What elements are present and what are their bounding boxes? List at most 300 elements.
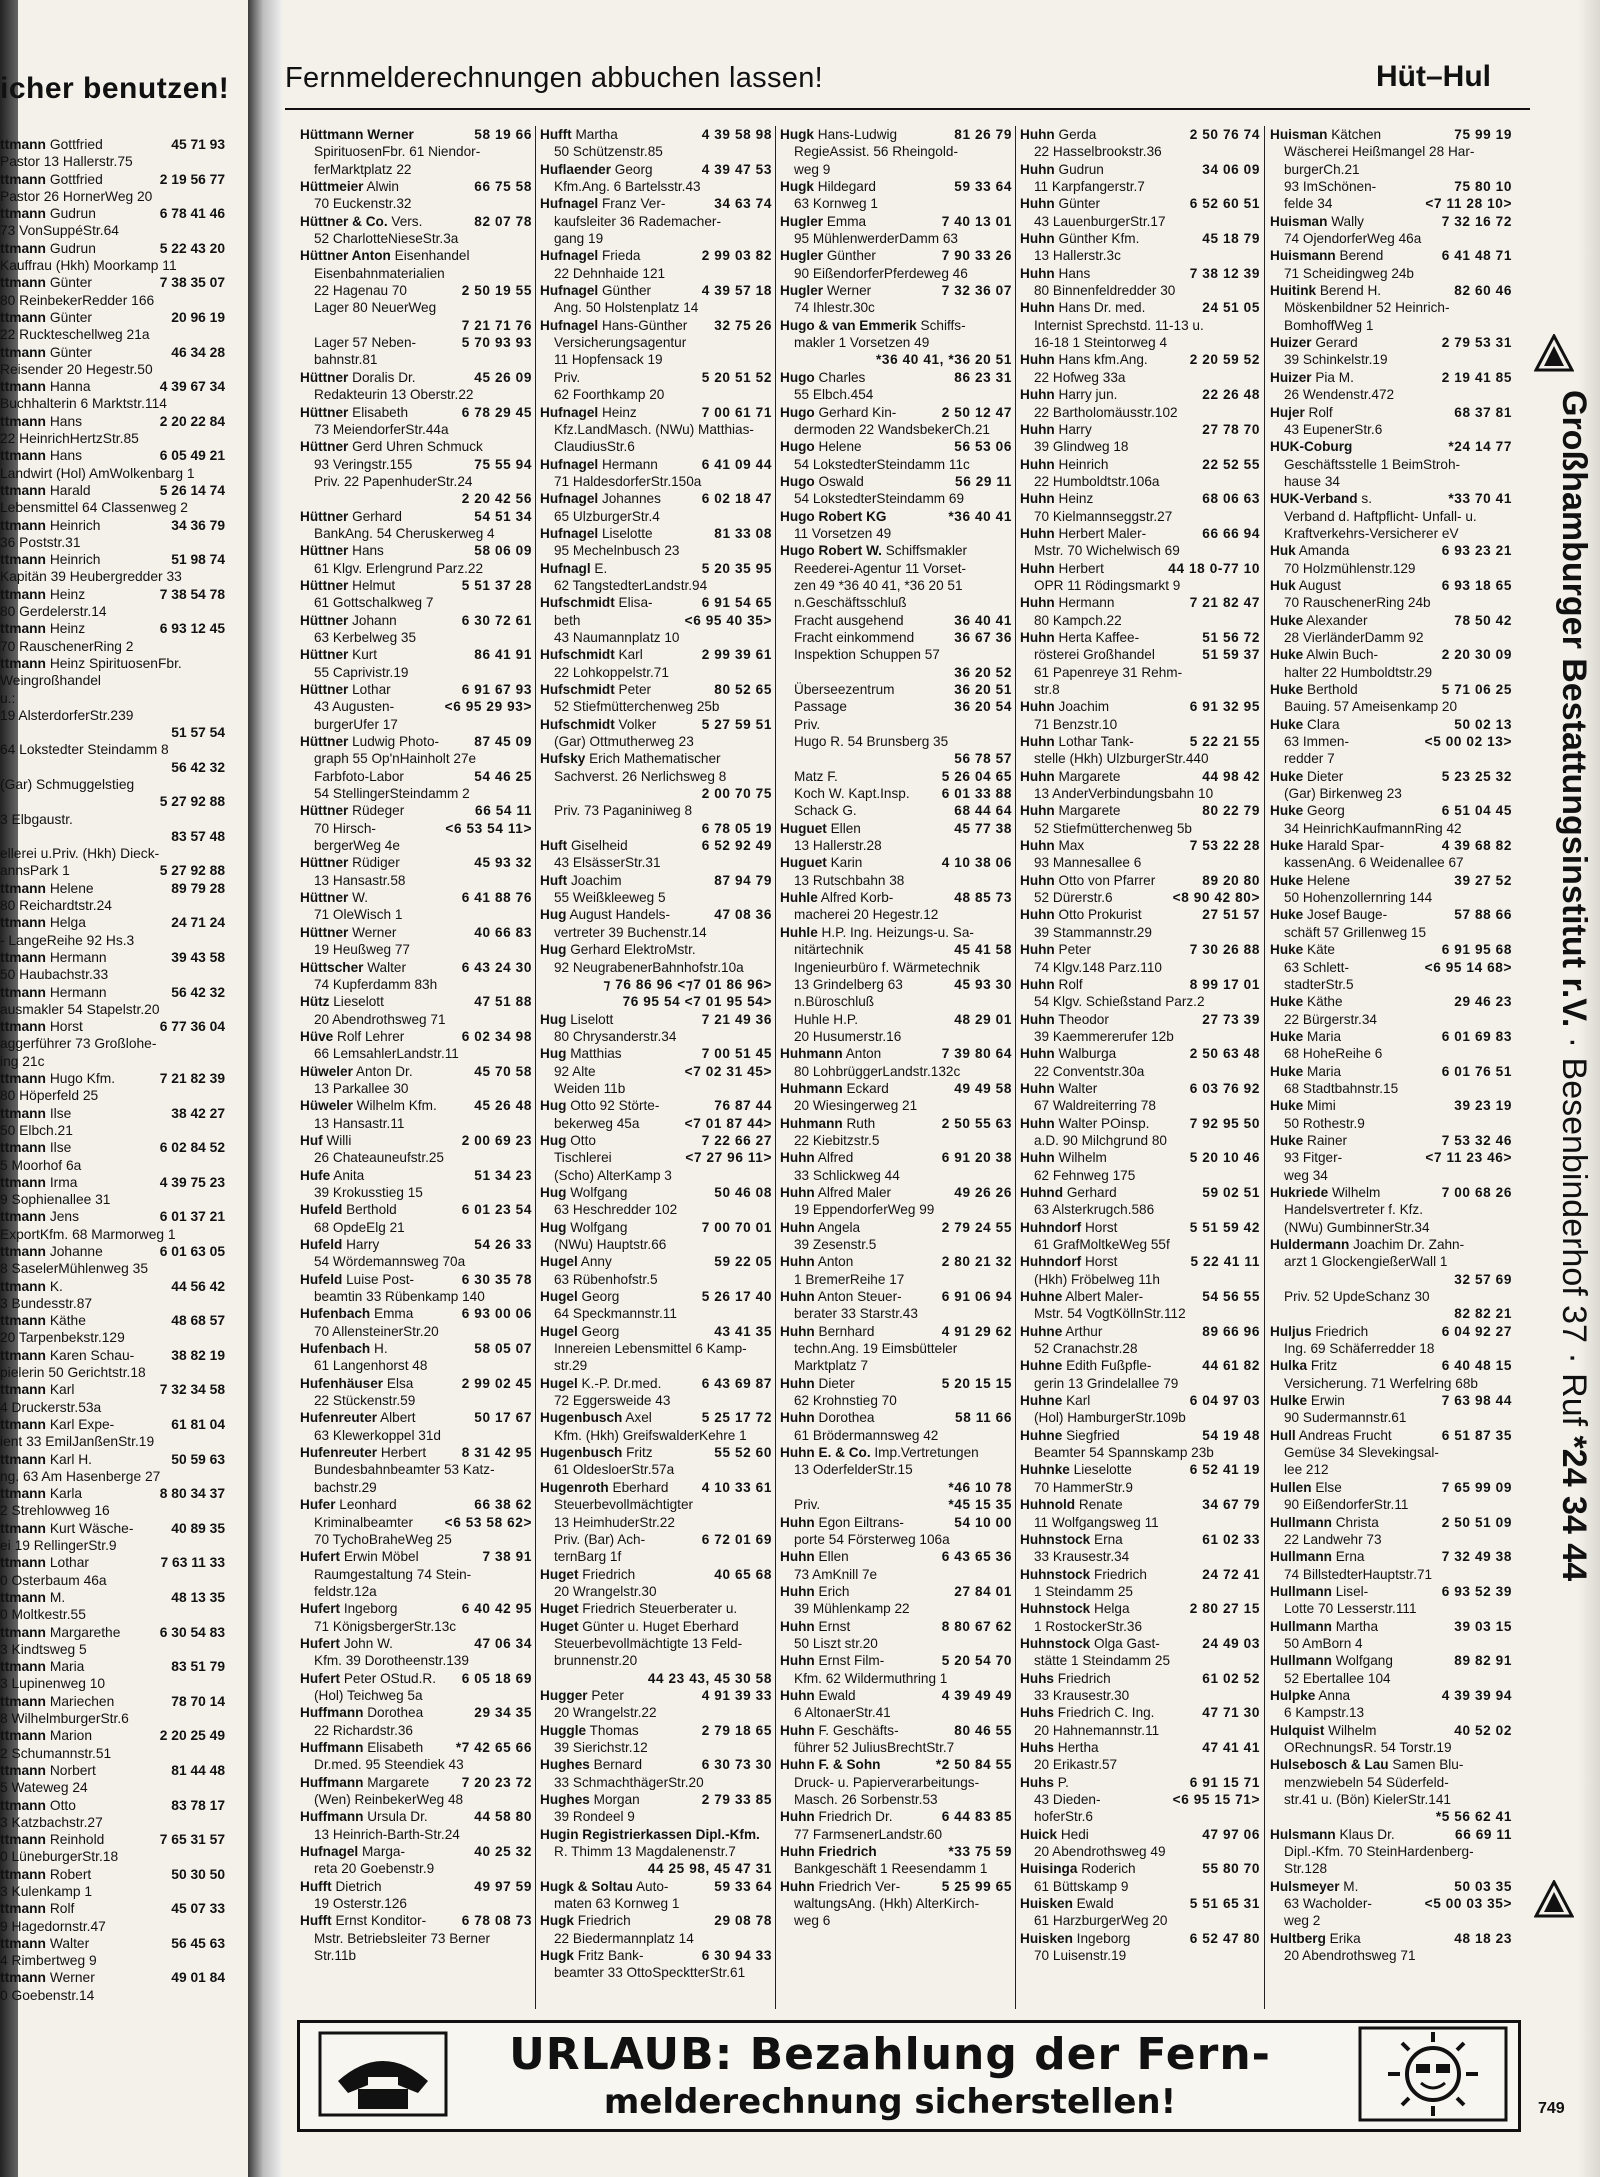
listing-line: 13 Hallerstr.28	[794, 838, 882, 854]
listing-line: 39 Schinkelstr.19	[1284, 352, 1388, 368]
listing-detail: Dieter	[1307, 768, 1344, 784]
listing-text	[314, 1323, 439, 1340]
listing-name: Hüttner	[300, 924, 349, 940]
listing-text	[780, 1184, 891, 1201]
listing-entry	[1270, 1132, 1512, 1149]
listing-continuation	[780, 525, 1012, 542]
listing-detail: Klaus Dr.	[1339, 1826, 1395, 1842]
listing-text	[540, 594, 653, 611]
left-listing-entry	[0, 862, 225, 879]
listing-continuation	[1020, 1791, 1260, 1808]
listing-text	[314, 837, 400, 854]
listing-entry	[1020, 525, 1260, 542]
listing-name: Hüttner	[300, 890, 349, 906]
listing-name: Hufnagel	[540, 404, 599, 420]
listing-continuation	[780, 750, 1012, 767]
listing-line: OPR 11 Rödingsmarkt 9	[1034, 577, 1181, 593]
left-listing-line: - LangeReihe 92 Hs.3	[0, 932, 135, 948]
left-listing-line: 2 Strehlowweg 16	[0, 1503, 110, 1519]
listing-continuation	[300, 351, 532, 368]
phone-number: 6 05 18 69	[461, 1670, 532, 1686]
listing-detail: Günter u. Huget Eberhard	[582, 1618, 739, 1634]
listing-continuation	[1270, 1860, 1512, 1877]
listing-name: Huhndorf	[1020, 1219, 1082, 1235]
left-phone-number: 50 30 50	[171, 1866, 225, 1882]
left-listing-line: 80 Höperfeld 25	[0, 1088, 99, 1104]
listing-detail: Anita	[333, 1167, 365, 1183]
listing-detail: Peter	[1058, 942, 1092, 958]
listing-text	[314, 1687, 423, 1704]
listing-name: Hulsmann	[1270, 1826, 1336, 1842]
listing-detail: Amanda	[1298, 543, 1350, 559]
left-listing-line: 3 Bundesstr.87	[0, 1295, 93, 1311]
left-listing-line: 0 Moltkestr.55	[0, 1607, 86, 1623]
listing-text	[1020, 872, 1155, 889]
listing-entry	[300, 438, 532, 455]
left-listing-entry	[0, 309, 225, 326]
listing-text	[1270, 993, 1343, 1010]
left-listing-name: ttmann	[0, 552, 46, 568]
listing-text	[1284, 560, 1415, 577]
phone-number: <6 53 54 11>	[445, 820, 532, 836]
left-listing-continuation	[0, 534, 225, 551]
listing-continuation	[1270, 230, 1512, 247]
left-phone-number: 6 30 54 83	[159, 1624, 225, 1640]
listing-continuation	[1270, 1808, 1512, 1825]
listing-line: 33 SchmachthägerStr.20	[554, 1774, 704, 1790]
left-phone-number: 7 38 54 78	[159, 586, 225, 602]
listing-detail: Dorothea	[818, 1410, 875, 1426]
left-listing-line: 4 Rimbertweg 9	[0, 1953, 97, 1969]
listing-name: Huhn	[1020, 127, 1055, 142]
listing-continuation	[1020, 1409, 1260, 1426]
phone-number: 6 78 08 73	[461, 1913, 532, 1929]
listing-continuation	[780, 1201, 1012, 1218]
left-listing-continuation	[0, 1364, 225, 1381]
left-listing-entry	[0, 1969, 225, 1986]
listing-name: Huhnd	[1020, 1184, 1064, 1200]
listing-text	[1034, 716, 1117, 733]
phone-number: *45 15 35	[948, 1497, 1012, 1513]
left-listing-text	[0, 1935, 89, 1952]
listing-detail: Alwin	[366, 179, 399, 195]
listing-name: Huhn	[780, 1289, 815, 1305]
left-listing-entry	[0, 551, 225, 568]
listing-text	[794, 161, 830, 178]
left-listing-text	[0, 430, 139, 447]
left-listing-entry	[0, 205, 225, 222]
listing-continuation	[780, 993, 1012, 1010]
left-listing-line: 22 HeinrichHertzStr.85	[0, 431, 139, 447]
phone-number: <6 95 29 93>	[444, 699, 532, 715]
phone-number: 27 84 01	[954, 1583, 1012, 1599]
listing-line: 34 HeinrichKaufmannRing 42	[1284, 820, 1462, 836]
left-listing-entry	[0, 949, 225, 966]
listing-name: Hufert	[300, 1635, 341, 1651]
listing-entry	[300, 1132, 532, 1149]
listing-text	[780, 1149, 853, 1166]
left-listing-continuation	[0, 690, 225, 707]
listing-name: Huhn	[1020, 1115, 1055, 1131]
listing-detail: Wolfgang	[570, 1184, 628, 1200]
left-listing-text	[0, 655, 182, 672]
left-listing-name: ttmann	[0, 655, 46, 671]
listing-line: Ing. 69 Schäferredder 18	[1284, 1341, 1435, 1357]
listing-continuation	[1270, 594, 1512, 611]
listing-entry	[1020, 1930, 1260, 1947]
listing-continuation	[1020, 1063, 1260, 1080]
listing-name: Hüttner	[300, 577, 349, 593]
phone-number: 40 66 83	[474, 924, 532, 940]
listing-text	[780, 473, 864, 490]
left-phone-number: 81 44 48	[171, 1762, 225, 1778]
listing-line: bachstr.29	[314, 1479, 377, 1495]
listing-detail: Wilhelm Kfm.	[356, 1098, 437, 1114]
left-listing-name: ttmann	[0, 586, 46, 602]
left-listing-line: 5 Moorhof 6a	[0, 1157, 82, 1173]
listing-name: Huke	[1270, 716, 1304, 732]
left-phone-number: 83 57 48	[171, 828, 225, 844]
listing-name: Hugger	[540, 1687, 588, 1703]
listing-entry	[1020, 126, 1260, 143]
listing-continuation	[1020, 1722, 1260, 1739]
listing-line: (NWu) GumbinnerStr.34	[1284, 1219, 1430, 1235]
phone-number: 2 80 21 32	[941, 1254, 1012, 1270]
listing-entry	[540, 1045, 772, 1062]
phone-number: 81 26 79	[954, 127, 1012, 142]
listing-text	[554, 1063, 596, 1080]
left-phone-number: 7 63 11 33	[160, 1555, 225, 1571]
left-phone-number: 89 79 28	[171, 880, 225, 896]
directory-column-3	[780, 126, 1012, 1930]
phone-number: 32 57 69	[1454, 1271, 1512, 1287]
listing-entry	[540, 247, 772, 264]
listing-text	[314, 716, 398, 733]
listing-name: Huldermann	[1270, 1237, 1350, 1252]
listing-name: Huhn	[1020, 872, 1055, 888]
listing-text	[794, 1826, 942, 1843]
listing-continuation	[540, 785, 772, 802]
listing-entry	[1270, 1583, 1512, 1600]
listing-entry	[300, 508, 532, 525]
phone-number: 55 52 60	[714, 1445, 772, 1461]
listing-line: 80 Binnenfeldredder 30	[1034, 283, 1176, 299]
listing-detail: Friedrich	[582, 1566, 636, 1582]
listing-detail: Herta Kaffee-	[1058, 629, 1140, 645]
phone-number: 7 40 13 01	[941, 213, 1012, 229]
listing-text	[314, 456, 412, 473]
listing-line: beamter 33 OttoSpecktterStr.61	[554, 1965, 746, 1981]
listing-continuation	[780, 1860, 1012, 1877]
listing-text	[794, 802, 857, 819]
listing-continuation	[540, 1357, 772, 1374]
phone-number: 4 91 39 33	[701, 1687, 772, 1703]
listing-text	[1020, 1826, 1089, 1843]
listing-line: 93 Veringstr.155	[314, 456, 413, 472]
listing-continuation	[1020, 612, 1260, 629]
listing-detail: Alfred Maler	[817, 1184, 892, 1200]
listing-continuation	[780, 1704, 1012, 1721]
listing-line: 61 GrafMoltkeWeg 55f	[1034, 1237, 1170, 1252]
listing-text	[1020, 1392, 1090, 1409]
phone-number: 58 06 09	[474, 543, 532, 559]
left-listing-detail: annsPark 1	[0, 863, 70, 879]
phone-number: 80 22 79	[1202, 803, 1260, 819]
listing-text	[1020, 976, 1083, 993]
phone-number: 82 07 78	[474, 213, 532, 229]
left-listing-text	[0, 551, 100, 568]
listing-text	[554, 629, 679, 646]
listing-entry	[1270, 681, 1512, 698]
listing-continuation	[540, 768, 772, 785]
listing-text	[1284, 664, 1432, 681]
listing-continuation	[780, 1635, 1012, 1652]
phone-number: 2 50 19 55	[461, 283, 532, 299]
listing-name: Hüve	[300, 1028, 334, 1044]
listing-text	[300, 1548, 419, 1565]
listing-detail: Herbert	[1058, 560, 1104, 576]
listing-text	[1020, 161, 1104, 178]
listing-text	[1270, 1236, 1464, 1253]
left-listing-detail: Heinz	[49, 621, 86, 637]
phone-number: 36 67 36	[954, 629, 1012, 645]
listing-name: Hüttner & Co.	[300, 213, 388, 229]
phone-number: *5 56 62 41	[1435, 1809, 1512, 1825]
left-listing-name: ttmann	[0, 1693, 46, 1709]
left-listing-text	[0, 1070, 115, 1087]
left-listing-detail: Hugo Kfm.	[49, 1071, 116, 1087]
listing-detail: Anny	[580, 1254, 612, 1270]
listing-text	[1270, 1028, 1341, 1045]
listing-name: Hufeld	[300, 1237, 343, 1252]
listing-continuation	[780, 230, 1012, 247]
listing-line: Kfm.Ang. 6 Bartelsstr.43	[554, 179, 701, 195]
listing-text	[540, 1722, 639, 1739]
left-listing-detail: Irma	[49, 1174, 78, 1190]
listing-name: Huhn	[780, 1375, 815, 1391]
listing-detail: Harry	[346, 1237, 380, 1252]
listing-line: ferMarktplatz 22	[314, 161, 412, 177]
left-listing-detail: Walter	[49, 1935, 90, 1951]
listing-text	[794, 1305, 918, 1322]
listing-detail: Anton Steuer-	[817, 1289, 902, 1305]
listing-text	[1034, 577, 1180, 594]
left-phone-number: 6 01 63 05	[159, 1244, 225, 1259]
listing-detail: Wolfgang	[570, 1219, 628, 1235]
listing-line: ClaudiusStr.6	[554, 439, 635, 455]
listing-name: Huhn	[1020, 942, 1055, 958]
phone-number: 6 52 92 49	[701, 838, 772, 854]
listing-detail: August	[1298, 577, 1342, 593]
phone-number: 44 23 43, 45 30 58	[647, 1670, 772, 1686]
left-listing-name: ttmann	[0, 1486, 46, 1502]
listing-text	[300, 1028, 404, 1045]
listing-text	[300, 854, 400, 871]
listing-text	[1034, 1947, 1126, 1964]
phone-number: 68 06 63	[1202, 491, 1260, 507]
phone-number: 6 01 33 88	[941, 786, 1012, 802]
listing-detail: Auto-	[635, 1878, 669, 1894]
left-listing-continuation	[0, 1001, 225, 1018]
listing-text	[1034, 1271, 1160, 1288]
phone-number: 2 79 53 31	[1441, 335, 1512, 351]
listing-entry	[1020, 1011, 1260, 1028]
listing-continuation	[780, 265, 1012, 282]
left-phone-number: 56 45 63	[171, 1935, 225, 1951]
listing-continuation	[1270, 629, 1512, 646]
listing-detail: Anton Dr.	[355, 1063, 413, 1079]
listing-detail: Berend H.	[1319, 283, 1382, 299]
listing-line: Matz F.	[794, 768, 838, 784]
listing-name: Huhn	[780, 1514, 815, 1530]
left-listing-detail: Karl H.	[49, 1451, 93, 1467]
listing-entry	[1270, 1392, 1512, 1409]
listing-entry	[300, 1305, 532, 1322]
listing-detail: Angela	[817, 1219, 861, 1235]
phone-number: ⁊ 76 86 96 <⁊7 01 86 96>	[603, 976, 772, 992]
listing-name: Huk	[1270, 543, 1296, 559]
listing-name: Hug	[540, 1011, 567, 1027]
listing-text	[780, 178, 876, 195]
listing-name: Huke	[1270, 1063, 1304, 1079]
listing-entry	[300, 854, 532, 871]
listing-text	[780, 1514, 904, 1531]
listing-name: Huhn	[1020, 1080, 1055, 1096]
listing-name: Huhn E. & Co.	[780, 1445, 871, 1461]
listing-line: 33 Krausestr.30	[1034, 1687, 1130, 1703]
phone-number: 6 93 00 06	[461, 1306, 532, 1322]
listing-name: Huhn	[780, 1150, 815, 1166]
listing-text	[794, 1167, 900, 1184]
listing-entry	[540, 1947, 772, 1964]
listing-continuation	[540, 1739, 772, 1756]
listing-text	[1270, 1357, 1337, 1374]
listing-line: lee 212	[1284, 1462, 1329, 1478]
listing-entry	[300, 577, 532, 594]
listing-line: 90 Sudermannstr.61	[1284, 1410, 1407, 1426]
left-listing-entry	[0, 880, 225, 897]
listing-text	[794, 1496, 820, 1513]
listing-text	[780, 1583, 850, 1600]
listing-continuation	[1270, 1496, 1512, 1513]
left-listing-text	[0, 1485, 82, 1502]
listing-name: Huhn	[1020, 803, 1055, 819]
listing-continuation	[780, 490, 1012, 507]
listing-detail: Anton	[817, 1254, 854, 1270]
left-phone-number: 49 01 84	[171, 1970, 225, 1986]
listing-line: 52 Dürerstr.6	[1034, 890, 1113, 906]
left-listing-text	[0, 534, 81, 551]
listing-text	[554, 1964, 745, 1981]
phone-number: 66 69 11	[1455, 1826, 1512, 1842]
listing-name: Huhn	[1020, 1011, 1055, 1027]
listing-text	[1034, 1409, 1186, 1426]
listing-entry	[300, 1878, 532, 1895]
listing-text	[314, 386, 473, 403]
listing-line: 26 Wendenstr.472	[1284, 387, 1395, 403]
listing-line: Kfz.LandMasch. (NWu) Matthias-	[554, 421, 754, 437]
left-phone-number: 24 71 24	[171, 915, 225, 931]
left-listing-detail: Kurt Wäsche-	[49, 1520, 134, 1536]
listing-continuation	[1270, 1566, 1512, 1583]
listing-detail: Heinrich	[1058, 456, 1109, 472]
listing-name: Huhmann	[780, 1046, 843, 1062]
listing-continuation	[1270, 195, 1512, 212]
listing-detail: Theodor	[1058, 1011, 1109, 1027]
listing-entry	[780, 1756, 1012, 1773]
listing-entry	[540, 594, 772, 611]
listing-text	[1270, 1687, 1350, 1704]
listing-entry	[540, 404, 772, 421]
left-listing-text	[0, 171, 103, 188]
listing-continuation	[300, 906, 532, 923]
left-listing-entry	[0, 1312, 225, 1329]
phone-number: <7 02 31 45>	[684, 1063, 772, 1079]
listing-continuation	[780, 1236, 1012, 1253]
listing-line: 20 Abendrothsweg 71	[1284, 1948, 1416, 1964]
phone-number: 6 30 94 33	[701, 1948, 772, 1964]
listing-text	[540, 1566, 635, 1583]
phone-number: 27 78 70	[1202, 421, 1260, 437]
listing-text	[780, 1045, 881, 1062]
listing-text	[554, 959, 744, 976]
listing-line: 52 Ebertallee 104	[1284, 1670, 1391, 1686]
listing-continuation	[540, 143, 772, 160]
listing-text	[300, 438, 483, 455]
left-phone-number: 8 80 34 37	[159, 1486, 225, 1502]
listing-entry	[540, 1219, 772, 1236]
left-listing-text	[0, 862, 70, 879]
left-listing-text	[0, 413, 82, 430]
listing-name: Hugler	[780, 283, 824, 299]
left-listing-text	[0, 1641, 87, 1658]
listing-name: Hüttner	[300, 734, 349, 750]
left-listing-text	[0, 1468, 160, 1485]
listing-line: 68 HoheReihe 6	[1284, 1046, 1383, 1062]
left-listing-name: ttmann	[0, 482, 46, 498]
listing-detail: Charles	[818, 369, 866, 385]
listing-text	[1284, 1045, 1382, 1062]
listing-continuation	[1020, 1756, 1260, 1773]
phone-number: 4 39 57 18	[701, 283, 772, 299]
left-listing-text	[0, 1658, 84, 1675]
listing-continuation	[300, 1791, 532, 1808]
left-listing-line: 3 Kulenkamp 1	[0, 1883, 93, 1899]
phone-number: 8 99 17 01	[1189, 976, 1260, 992]
listing-entry	[300, 1808, 532, 1825]
left-listing-detail: Karla	[49, 1486, 83, 1502]
listing-text	[314, 1947, 356, 1964]
phone-number: 7 21 71 76	[461, 317, 532, 333]
listing-text	[1020, 1566, 1147, 1583]
left-phone-number: 7 21 82 39	[159, 1071, 225, 1087]
listing-line: 19 Osterstr.126	[314, 1896, 407, 1912]
listing-continuation	[1020, 1878, 1260, 1895]
listing-continuation	[300, 1115, 532, 1132]
listing-entry	[1020, 1670, 1260, 1687]
listing-continuation	[780, 1670, 1012, 1687]
phone-number: 24 72 41	[1202, 1566, 1260, 1582]
left-listing-text	[0, 932, 134, 949]
left-listing-detail: Jens	[49, 1209, 79, 1225]
listing-detail: Ingeborg	[1076, 1930, 1131, 1946]
listing-name: Huhn	[1020, 265, 1055, 281]
phone-number: 6 41 48 71	[1441, 248, 1512, 264]
listing-detail: Ernst	[818, 1618, 851, 1634]
listing-detail: Joachim	[570, 872, 622, 888]
phone-number: 6 30 72 61	[461, 612, 532, 628]
listing-text	[300, 889, 368, 906]
